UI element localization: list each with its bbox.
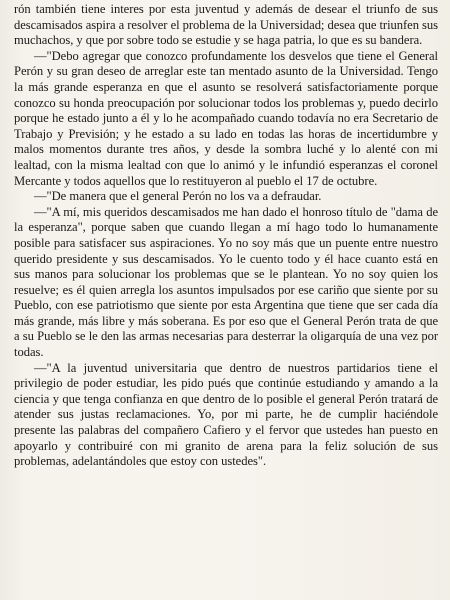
- paragraph-2: —"Debo agregar que conozco profundamente los desvelos que tiene el General Perón y su gran deseo de arreglar este tan mentado asunto de la Universidad. Tengo la más grande esperanza en que el asunto se resolverá satisfactoriamente porque conozco su honda preocupación por solucionar todos los problemas y, puedo decirlo porque he estado junto a él y lo he acompañado cuando todavía no era Secretario de Trabajo y Previsión; y he estado a su lado en todas las horas de incertidumbre y malos momentos durante tres años, y desde la sombra luché y lo alenté con mi lealtad, con la misma lealtad con que lo animó y le infundió esperanzas el coronel Mercante y todos aquellos que lo restituyeron al pueblo el 17 de octubre.: [14, 48, 438, 188]
- paragraph-3: —"De manera que el general Perón no los va a defraudar.: [34, 189, 322, 204]
- paragraph-1: rón también tiene interes por esta juventud y además de desear el triunfo de sus descamisados aspira a resolver el problema de la Universidad; desea que triunfen sus muchachos, y que por sobre todo se estudie y se haga patria, lo que es su bandera.: [14, 2, 438, 48]
- paragraph-4: —"A mí, mis queridos descamisados me han dado el honroso título de "dama de la esperanza", porque saben que cuando llegan a mí hago todo lo humanamente posible para satisfacer sus aspiraciones. Yo no soy más que un puente entre nuestro querido presidente y sus descamisados. Yo le cuento todo y él hace cuanto está en sus manos para solucionar los problemas que se le plantean. Yo no soy quien los resuelve; es él quien arregla los asuntos impulsados por ese cariño que siente por su Pueblo, con ese patriotismo que siente por esta Argentina que tiene que ser cada día más grande, más libre y más soberana. Es por eso que el General Perón trata de que a su Pueblo se le den las armas necesarias para desterrar la oligarquía de una vez por todas.: [14, 204, 438, 360]
- paragraph-5: —"A la juventud universitaria que dentro de nuestros partidarios tiene el privilegio de poder estudiar, les pido pués que continúe estudiando y amando a la ciencia y que tenga confianza en que dentro de lo posible el general Perón tratará de atender sus justas reclamaciones. Yo, por mi parte, he de cumplir haciéndole presente las palabras del compañero Cafiero y el fervor que ustedes han puesto en apoyarlo y contribuiré con mi granito de arena para la feliz solución de sus problemas, adelantándoles que estoy con ustedes".: [14, 360, 438, 469]
